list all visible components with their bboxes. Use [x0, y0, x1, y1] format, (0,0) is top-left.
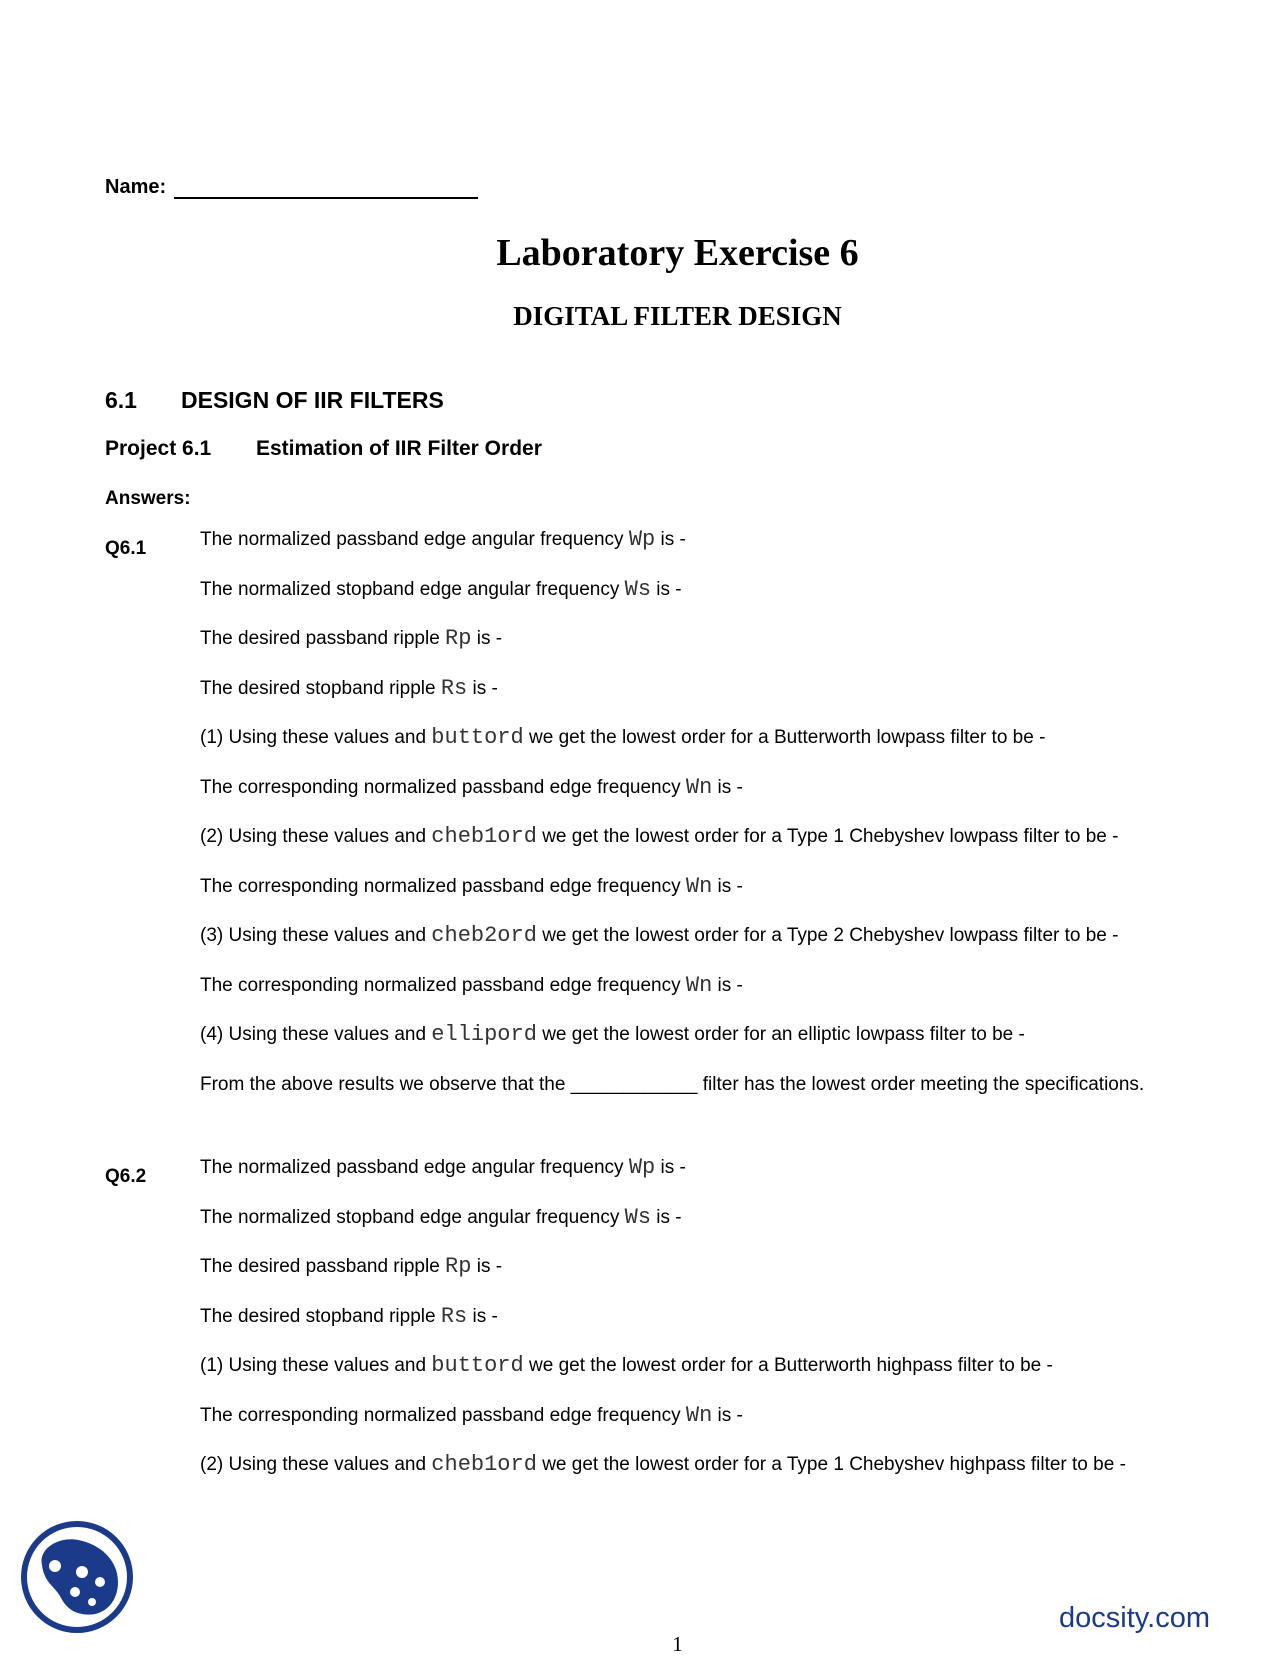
code-term: Wn: [685, 1402, 713, 1428]
answer-suffix: is -: [467, 677, 498, 699]
answer-line: [200, 974, 743, 998]
code-term: cheb1ord: [431, 1452, 537, 1477]
answer-line: [200, 677, 498, 701]
brand-link[interactable]: docsity.com: [1059, 1602, 1210, 1634]
code-term: cheb1ord: [431, 824, 537, 849]
answer-line: [200, 1206, 682, 1230]
answer-text: The corresponding normalized passband edge frequency: [200, 974, 686, 996]
answer-line: [200, 776, 743, 800]
code-term: Rp: [445, 626, 472, 651]
answer-suffix: we get the lowest order for a Type 1 Chebyshev highpass filter to be -: [536, 1454, 1126, 1475]
answer-suffix: is -: [712, 1404, 743, 1426]
name-field[interactable]: [105, 176, 478, 199]
answer-text: (1) Using these values and: [200, 727, 432, 748]
code-term: Wn: [685, 873, 713, 899]
answer-text: The desired stopband ripple: [200, 677, 441, 699]
name-label: Name:: [105, 176, 167, 198]
answer-text: The corresponding normalized passband edge frequency: [200, 776, 686, 798]
question-label-q62: Q6.2: [105, 1166, 147, 1187]
answer-text: The desired stopband ripple: [200, 1305, 441, 1327]
docsity-logo-icon[interactable]: [20, 1520, 134, 1634]
answer-text: (4) Using these values and: [200, 1024, 432, 1045]
answer-line: [200, 1156, 686, 1180]
answer-text: The normalized stopband edge angular frequency: [200, 578, 625, 600]
project-number: Project 6.1: [105, 437, 212, 460]
answer-suffix: is -: [712, 776, 743, 798]
answer-line: [200, 1023, 1025, 1047]
code-term: Rs: [440, 675, 468, 701]
answer-text: The corresponding normalized passband edge frequency: [200, 1404, 686, 1426]
answer-suffix: is -: [471, 1256, 503, 1277]
page-number: 1: [672, 1632, 683, 1656]
answer-text: (2) Using these values and: [200, 1454, 432, 1475]
code-term: Rp: [445, 1254, 472, 1279]
answers-label: Answers:: [105, 488, 191, 509]
answer-line: [200, 1255, 502, 1279]
answer-suffix: is -: [712, 875, 743, 897]
answer-line: [200, 1453, 1126, 1477]
page-title: Laboratory Exercise 6: [496, 232, 859, 274]
answer-line: [200, 528, 686, 552]
logo-graphic: [20, 1520, 134, 1634]
answer-line: [200, 875, 743, 899]
answer-suffix: is -: [655, 529, 686, 550]
answer-line: [200, 1354, 1053, 1378]
answer-text: (2) Using these values and: [200, 826, 432, 847]
answer-line: [200, 825, 1118, 849]
answer-line: [200, 578, 682, 602]
answer-line: [200, 1305, 498, 1329]
project-title: Estimation of IIR Filter Order: [256, 437, 542, 460]
answer-suffix: is -: [655, 1157, 686, 1178]
section-title: DESIGN OF IIR FILTERS: [181, 387, 444, 413]
code-term: cheb2ord: [431, 923, 537, 948]
code-term: Rs: [440, 1303, 468, 1329]
code-term: buttord: [431, 725, 524, 750]
answer-text: The normalized passband edge angular frequency: [200, 529, 629, 550]
code-term: Ws: [624, 576, 652, 602]
answer-text: The normalized passband edge angular frequency: [200, 1157, 629, 1178]
answer-suffix: is -: [651, 578, 682, 600]
code-term: Ws: [624, 1204, 652, 1230]
code-term: Wn: [685, 774, 713, 800]
answer-text: (3) Using these values and: [200, 925, 432, 946]
answer-text: The desired passband ripple: [200, 628, 446, 649]
answer-line: [200, 627, 502, 651]
code-term: Wp: [628, 1155, 656, 1180]
answer-text: From the above results we observe that the ____________ filter has the lowest order meeting the specifications.: [200, 1073, 1145, 1095]
answer-suffix: we get the lowest order for a Type 1 Chebyshev lowpass filter to be -: [536, 826, 1119, 847]
section-number: 6.1: [105, 387, 137, 413]
code-term: Wp: [628, 527, 656, 552]
answer-line: [200, 1404, 743, 1428]
page-subtitle: DIGITAL FILTER DESIGN: [513, 301, 842, 331]
answer-suffix: is -: [471, 628, 503, 649]
answer-suffix: we get the lowest order for an elliptic lowpass filter to be -: [536, 1024, 1025, 1045]
code-term: Wn: [685, 972, 713, 998]
answer-suffix: is -: [467, 1305, 498, 1327]
code-term: buttord: [431, 1353, 524, 1378]
question-label-q61: Q6.1: [105, 538, 147, 559]
answer-suffix: is -: [651, 1206, 682, 1228]
answer-line: [200, 726, 1045, 750]
answer-suffix: we get the lowest order for a Butterworth highpass filter to be -: [523, 1355, 1053, 1376]
answer-text: The corresponding normalized passband edge frequency: [200, 875, 686, 897]
answer-line: [200, 924, 1118, 948]
name-blank-line[interactable]: [174, 177, 478, 199]
answer-suffix: we get the lowest order for a Butterworth lowpass filter to be -: [523, 727, 1046, 748]
code-term: ellipord: [431, 1022, 537, 1047]
answer-text: (1) Using these values and: [200, 1355, 432, 1376]
answer-suffix: we get the lowest order for a Type 2 Chebyshev lowpass filter to be -: [536, 925, 1119, 946]
answer-text: The desired passband ripple: [200, 1256, 446, 1277]
answer-text: The normalized stopband edge angular frequency: [200, 1206, 625, 1228]
answer-line: [200, 1073, 1144, 1097]
answer-suffix: is -: [712, 974, 743, 996]
